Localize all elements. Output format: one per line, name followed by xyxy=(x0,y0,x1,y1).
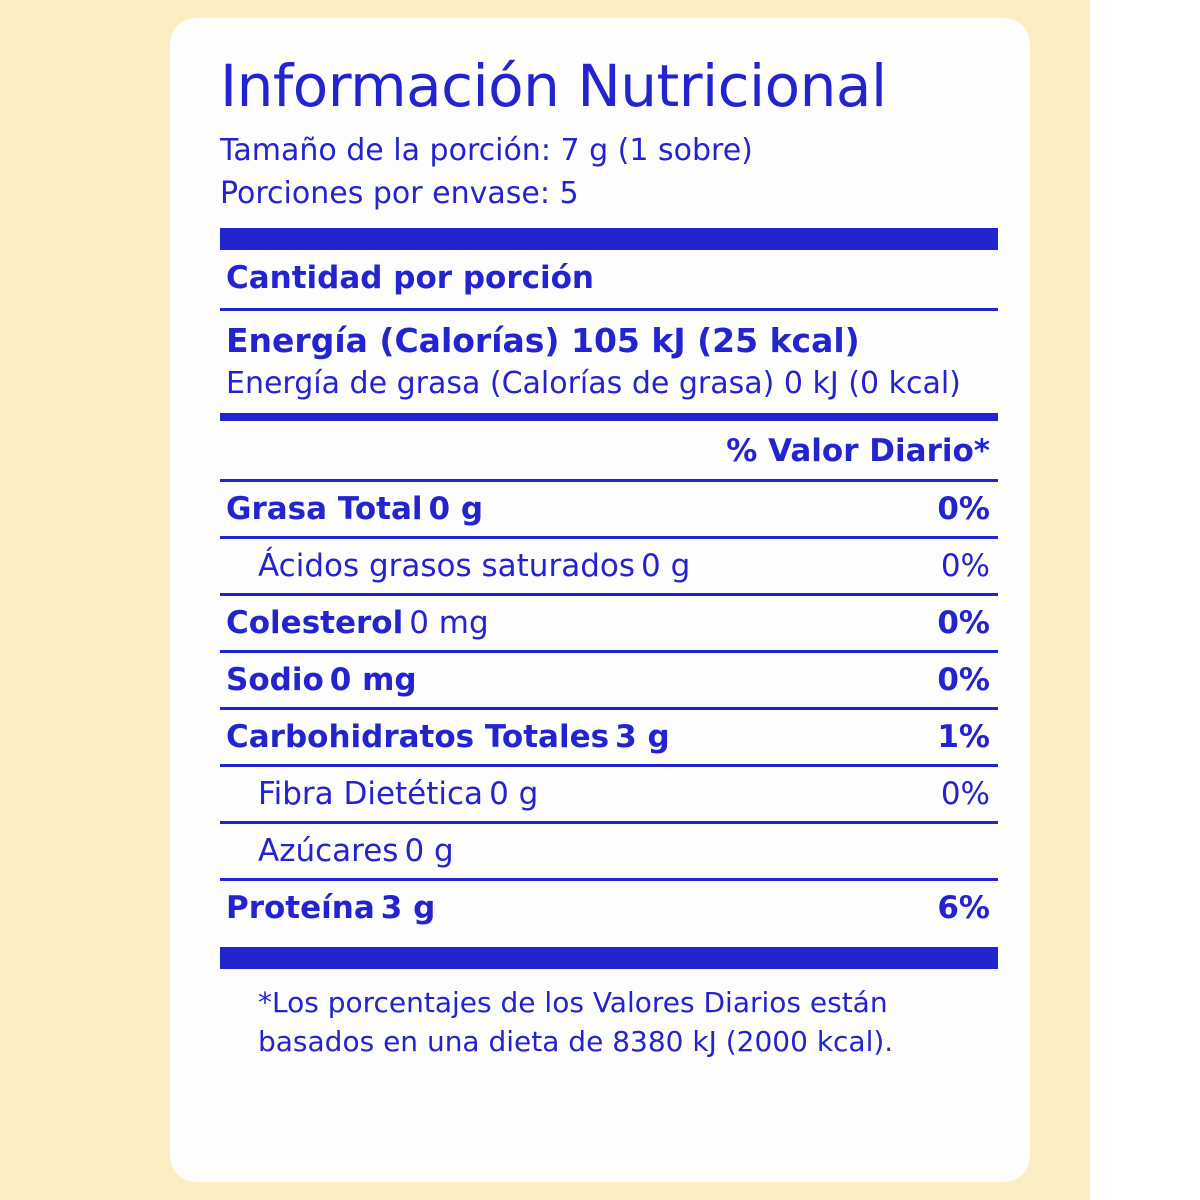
nutrient-name xyxy=(226,548,690,584)
nutrient-percent-text: 0% xyxy=(940,547,990,584)
nutrient-amount-text: 0 g xyxy=(641,547,691,584)
nutrient-name xyxy=(226,662,417,698)
nutrient-label-text: Proteína xyxy=(226,889,375,926)
divider-medium-daily-value xyxy=(220,413,998,421)
nutrient-percent-text: 0% xyxy=(937,661,990,698)
table-row xyxy=(220,539,998,593)
nutrient-label-text: Colesterol xyxy=(226,604,404,641)
amount-per-serving-heading: Cantidad por porción xyxy=(226,259,594,296)
nutrient-label-text: Ácidos grasos saturados xyxy=(258,547,635,584)
serving-size-text: Tamaño de la porción: 7 g (1 sobre) xyxy=(220,133,753,169)
nutrient-label-text: Sodio xyxy=(226,661,324,698)
nutrient-percent-text: 6% xyxy=(937,889,990,926)
table-row xyxy=(220,596,998,650)
nutrient-amount-text: 0 g xyxy=(404,832,454,869)
nutrient-percent-text: 0% xyxy=(940,775,990,812)
nutrient-label-text: Carbohidratos Totales xyxy=(226,718,610,755)
nutrient-name xyxy=(226,719,670,755)
nutrient-label-text: Fibra Dietética xyxy=(258,775,484,812)
daily-value-footnote xyxy=(220,969,998,1061)
table-row xyxy=(220,482,998,536)
nutrient-percent-text: 0% xyxy=(937,604,990,641)
nutrient-label-text: Azúcares xyxy=(258,832,399,869)
table-row xyxy=(220,767,998,821)
nutrient-percent-text: 0% xyxy=(937,490,990,527)
table-row xyxy=(220,653,998,707)
nutrient-label-text: Grasa Total xyxy=(226,490,423,527)
nutrient-percent-text: 1% xyxy=(937,718,990,755)
table-row xyxy=(220,824,998,878)
energy-from-fat-text: Energía de grasa (Calorías de grasa) 0 kJ (0 kcal) xyxy=(226,365,961,401)
nutrient-name xyxy=(226,890,435,926)
servings-per-container-text: Porciones por envase: 5 xyxy=(220,175,579,211)
nutrient-name xyxy=(226,833,454,869)
nutrient-amount-text: 0 g xyxy=(489,775,539,812)
nutrient-name xyxy=(226,491,483,527)
divider-thick-bottom xyxy=(220,947,998,969)
energy-calories-text: Energía (Calorías) 105 kJ (25 kcal) xyxy=(226,320,860,360)
nutrient-amount-text: 0 mg xyxy=(329,661,417,698)
footnote-line-1: *Los porcentajes de los Valores Diarios están xyxy=(258,985,888,1019)
nutrient-name xyxy=(226,776,538,812)
nutrient-amount-text: 0 g xyxy=(428,490,484,527)
nutrient-amount-text: 3 g xyxy=(615,718,670,755)
footnote-line-2: basados en una dieta de 8380 kJ (2000 kcal). xyxy=(258,1024,894,1058)
page-title: Información Nutricional xyxy=(220,52,887,120)
divider-thick-top xyxy=(220,228,998,250)
nutrient-amount-text: 0 mg xyxy=(409,604,489,641)
daily-value-header: % Valor Diario* xyxy=(726,432,990,469)
nutrition-facts-card xyxy=(170,18,1030,1182)
nutrient-amount-text: 3 g xyxy=(380,889,436,926)
table-row xyxy=(220,881,998,935)
table-row xyxy=(220,710,998,764)
nutrition-facts-content xyxy=(220,52,998,1061)
nutrient-name xyxy=(226,605,489,641)
